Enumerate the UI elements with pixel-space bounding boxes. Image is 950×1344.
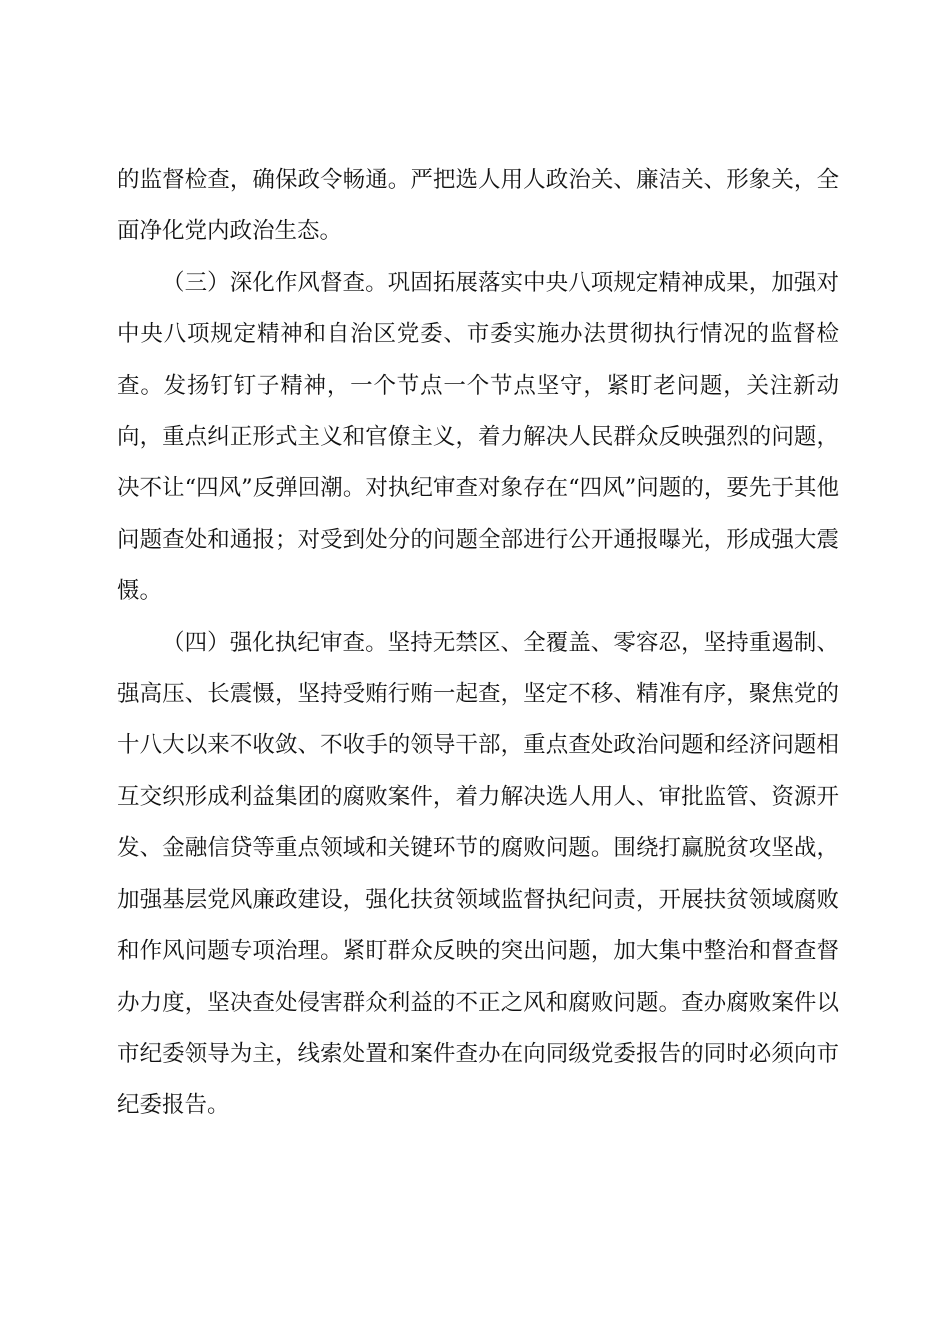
paragraph-discipline-review: （四）强化执纪审查。坚持无禁区、全覆盖、零容忍，坚持重遏制、强高压、长震慑，坚持受贿行贿一起查，坚定不移、精准有序，聚焦党的十八大以来不收敛、不收手的领导干部，重点查处政治问题和经济问题相互交织形成利益集团的腐败案件，着力解决选人用人、审批监管、资源开发、金融信贷等重点领域和关键环节的腐败问题。围绕打赢脱贫攻坚战，加强基层党风廉政建设，强化扶贫领域监督执纪问责，开展扶贫领域腐败和作风问题专项治理。紧盯群众反映的突出问题，加大集中整治和督查督办力度，坚决查处侵害群众利益的不正之风和腐败问题。查办腐败案件以市纪委领导为主，线索处置和案件查办在向同级党委报告的同时必须向市纪委报告。 [117, 629, 839, 1119]
document-body [117, 155, 839, 1132]
paragraph-style-supervision: （三）深化作风督查。巩固拓展落实中央八项规定精神成果，加强对中央八项规定精神和自治区党委、市委实施办法贯彻执行情况的监督检查。发扬钉钉子精神，一个节点一个节点坚守，紧盯老问题，关注新动向，重点纠正形式主义和官僚主义，着力解决人民群众反映强烈的问题，决不让“四风”反弹回潮。对执纪审查对象存在“四风”问题的，要先于其他问题查处和通报；对受到处分的问题全部进行公开通报曝光，形成强大震慑。 [117, 269, 839, 605]
paragraph-continuation: 的监督检查，确保政令畅通。严把选人用人政治关、廉洁关、形象关，全面净化党内政治生态。 [117, 167, 839, 245]
